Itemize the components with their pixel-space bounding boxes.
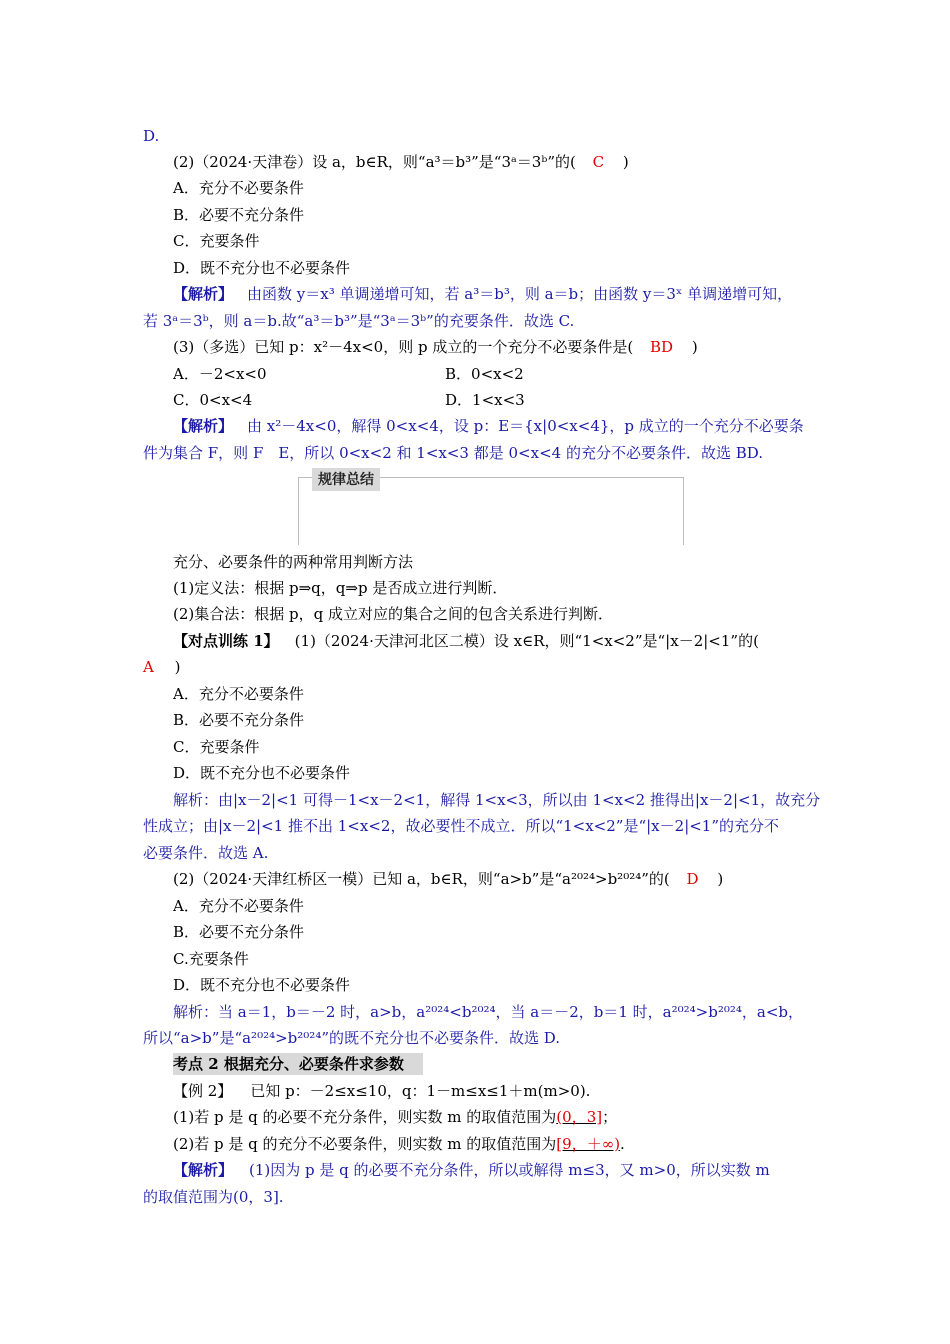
answer-d-fragment: D.	[143, 127, 160, 145]
example-2-solution-line1: 【解析】 (1)因为 p 是 q 的必要不充分条件，所以或解得 m≤3，又 m>0，所以实数 m	[173, 1161, 770, 1179]
option-a: A．充分不必要条件	[173, 685, 304, 703]
solution-2-line2: 若 3ᵃ＝3ᵇ，则 a＝b.故“a³＝b³”是“3ᵃ＝3ᵇ”的充要条件．故选 C.	[143, 312, 575, 330]
option-d: D．既不充分也不必要条件	[173, 764, 351, 782]
training-2-stem: (2)（2024·天津红桥区一模）已知 a，b∈R，则“a>b”是“a²⁰²⁴>b²⁰²⁴”的( D )	[173, 870, 724, 888]
training-1-solution-line2: 性成立；由|x－2|<1 推不出 1<x<2，故必要性不成立．所以“1<x<2”是“|x－2|<1”的充分不	[143, 817, 780, 835]
summary-method-1: (1)定义法：根据 p⇒q，q⇒p 是否成立进行判断．	[173, 579, 508, 597]
options-row-1	[173, 364, 773, 384]
training-1-stem: 【对点训练 1】 (1)（2024·天津河北区二模）设 x∈R，则“1<x<2”是“|x－2|<1”的(	[173, 632, 759, 650]
option-c: C．充要条件	[173, 232, 260, 250]
option-d: D．既不充分也不必要条件	[173, 976, 351, 994]
training-tag: 【对点训练 1】	[173, 632, 279, 650]
solution-tag: 【解析】	[173, 417, 234, 435]
section-heading: 考点 2 根据充分、必要条件求参数	[173, 1055, 404, 1073]
option-c: C．充要条件	[173, 738, 260, 756]
question-2-stem: (2)（2024·天津卷）设 a，b∈R，则“a³＝b³”是“3ᵃ＝3ᵇ”的( C )	[173, 153, 629, 171]
option-b: B．必要不充分条件	[173, 923, 305, 941]
option-b: B．必要不充分条件	[173, 711, 305, 729]
option-b: B．必要不充分条件	[173, 206, 305, 224]
training-1-answer: A	[143, 658, 154, 676]
question-3-answer: BD	[649, 338, 674, 356]
option-a: A．－2<x<0	[173, 365, 267, 383]
training-2-solution-line1: 解析：当 a＝1，b＝－2 时，a>b，a²⁰²⁴<b²⁰²⁴，当 a＝－2，b＝1 时，a²⁰²⁴>b²⁰²⁴，a<b，	[173, 1003, 804, 1021]
training-2-answer: D	[686, 870, 699, 888]
summary-box-label: 规律总结	[312, 468, 380, 491]
summary-method-2: (2)集合法：根据 p，q 成立对应的集合之间的包含关系进行判断．	[173, 605, 613, 623]
solution-tag: 【解析】	[173, 1161, 234, 1179]
solution-3-line2: 件为集合 F，则 F E，所以 0<x<2 和 1<x<3 都是 0<x<4 的充分不必要条件．故选 BD.	[143, 444, 764, 462]
option-c: C．0<x<4	[173, 391, 253, 409]
option-a: A．充分不必要条件	[173, 179, 304, 197]
summary-title: 充分、必要条件的两种常用判断方法	[173, 553, 414, 571]
training-1-solution-line3: 必要条件．故选 A.	[143, 844, 269, 862]
training-1-answer-line: A )	[143, 658, 181, 676]
question-3-stem: (3)（多选）已知 p：x²－4x<0，则 p 成立的一个充分不必要条件是( BD )	[173, 338, 698, 356]
example-2-answer-1: (0，3]	[556, 1108, 603, 1126]
options-row-2	[173, 390, 773, 410]
training-2-solution-line2: 所以“a>b”是“a²⁰²⁴>b²⁰²⁴”的既不充分也不必要条件．故选 D.	[143, 1029, 561, 1047]
example-tag: 【例 2】	[173, 1082, 233, 1100]
option-d: D．1<x<3	[445, 391, 525, 409]
example-2-solution-line2: 的取值范围为(0，3].	[143, 1188, 284, 1206]
option-a: A．充分不必要条件	[173, 897, 304, 915]
solution-tag: 【解析】	[173, 285, 234, 303]
solution-3-line1: 【解析】 由 x²－4x<0，解得 0<x<4，设 p：E＝{x|0<x<4}，p 成立的一个充分不必要条	[173, 417, 804, 435]
option-d: D．既不充分也不必要条件	[173, 259, 351, 277]
option-b: B．0<x<2	[445, 365, 524, 383]
example-2-part-2: (2)若 p 是 q 的充分不必要条件，则实数 m 的取值范围为[9，＋∞).	[173, 1135, 625, 1153]
training-1-solution-line1: 解析：由|x－2|<1 可得－1<x－2<1，解得 1<x<3，所以由 1<x<2 推得出|x－2|<1，故充分	[173, 791, 821, 809]
question-2-answer: C	[592, 153, 605, 171]
option-c: C.充要条件	[173, 950, 249, 968]
example-2-answer-2: [9，＋∞)	[556, 1135, 621, 1153]
example-2-stem: 【例 2】 已知 p：－2≤x≤10，q：1－m≤x≤1＋m(m>0).	[173, 1082, 591, 1100]
example-2-part-1: (1)若 p 是 q 的必要不充分条件，则实数 m 的取值范围为(0，3]；	[173, 1108, 618, 1126]
solution-2-line1: 【解析】 由函数 y＝x³ 单调递增可知，若 a³＝b³，则 a＝b；由函数 y＝3ˣ 单调递增可知，	[173, 285, 793, 303]
